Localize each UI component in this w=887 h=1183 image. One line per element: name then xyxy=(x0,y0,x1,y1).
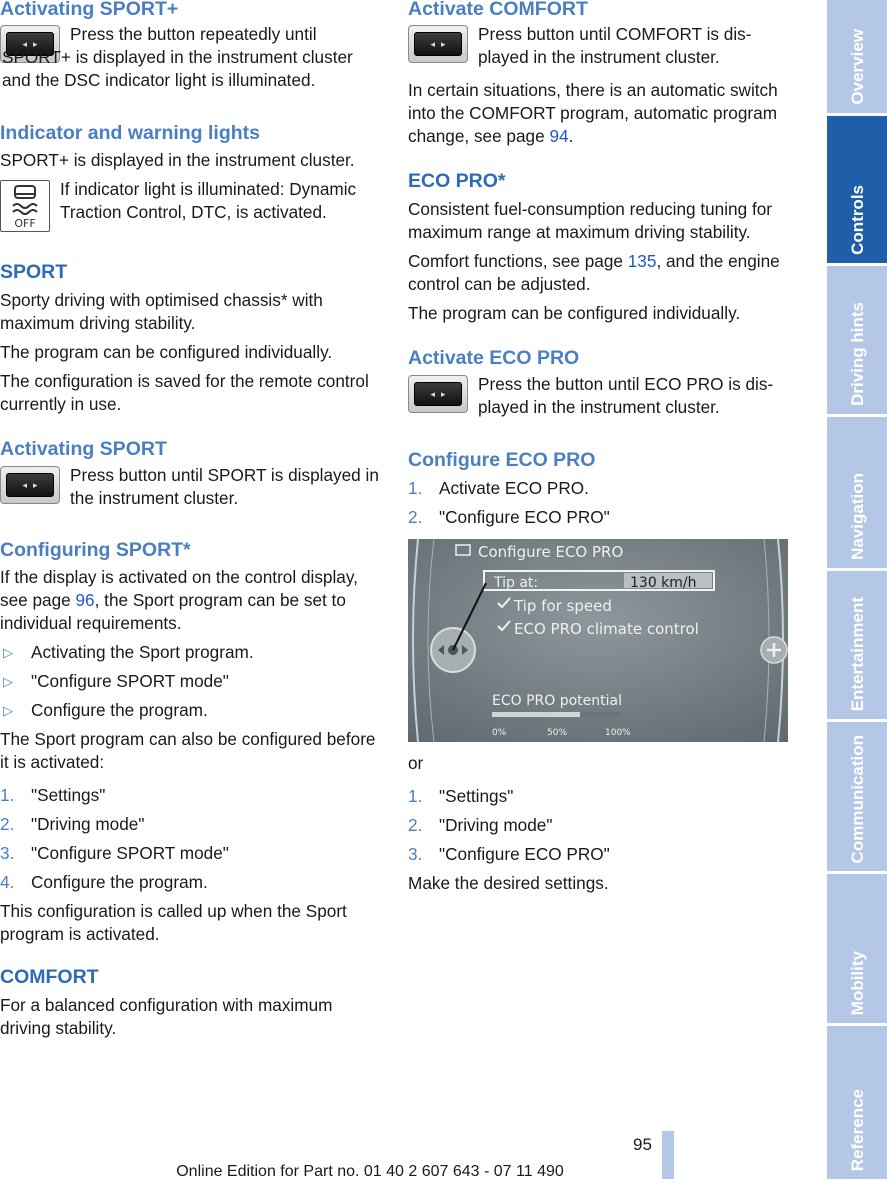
eco-pro-paragraph-2: Comfort functions, see page 135, and the engine control can be adjusted. xyxy=(408,251,780,294)
list-item: 2. "Driving mode" xyxy=(0,814,145,834)
tip-for-speed-option: Tip for speed xyxy=(514,597,612,615)
tab-entertainment[interactable]: Entertainment xyxy=(827,571,887,719)
page-link-94[interactable]: 94 xyxy=(549,126,569,146)
driving-dynamics-switch-icon: ◂ ▸ xyxy=(408,25,468,63)
svg-text:OFF: OFF xyxy=(14,217,36,230)
heading-activate-comfort: Activate COMFORT xyxy=(408,0,588,20)
heading-activating-sport: Activating SPORT xyxy=(0,438,167,460)
eco-potential-label: ECO PRO potential xyxy=(492,693,623,709)
activating-sport-row xyxy=(0,464,381,510)
heading-sport: SPORT xyxy=(0,261,68,283)
triangle-bullet-icon: ▷ xyxy=(3,645,13,660)
left-column xyxy=(0,0,381,1040)
tip-at-label: Tip at: xyxy=(494,575,539,591)
sport-plus-row xyxy=(0,23,381,92)
driving-dynamics-switch-icon: ◂ ▸ xyxy=(0,25,60,63)
heading-configuring-sport: Configuring SPORT* xyxy=(0,539,191,561)
indicator-text: SPORT+ is displayed in the instrument cluster. xyxy=(0,150,355,170)
scale-0: 0% xyxy=(492,728,507,738)
heading-configure-eco-pro: Configure ECO PRO xyxy=(408,449,596,471)
chapter-sidebar xyxy=(827,0,887,1179)
list-item: 1. "Settings" xyxy=(0,785,106,805)
dtc-text: If indicator light is illuminated: Dynamic Traction Control, DTC, is activated. xyxy=(60,179,357,222)
or-text: or xyxy=(408,753,424,773)
list-item: ▷ Activating the Sport program. xyxy=(3,642,254,662)
page-number: 95 xyxy=(633,1135,652,1154)
automatic-switch-paragraph: In certain situations, there is an automatic switch into the COMFORT program, automatic program change, see page 94. xyxy=(408,80,778,146)
eco-climate-option: ECO PRO climate control xyxy=(514,620,699,638)
sport-paragraph-1: Sporty driving with optimised chassis* with maximum driving stability. xyxy=(0,290,323,333)
list-item: 1. "Settings" xyxy=(408,786,514,806)
heading-eco-pro: ECO PRO* xyxy=(408,170,506,192)
tab-communication[interactable]: Communication xyxy=(827,722,887,871)
page-link-135[interactable]: 135 xyxy=(627,251,657,271)
heading-activate-eco-pro: Activate ECO PRO xyxy=(408,347,580,369)
comfort-text: For a balanced configuration with maximum driving stability. xyxy=(0,995,333,1038)
tab-mobility[interactable]: Mobility xyxy=(827,874,887,1023)
tab-overview[interactable]: Overview xyxy=(827,0,887,113)
heading-activating-sport-plus: Activating SPORT+ xyxy=(0,0,179,20)
activate-comfort-row xyxy=(408,23,789,69)
triangle-bullet-icon: ▷ xyxy=(3,703,13,718)
driving-dynamics-switch-icon: ◂ ▸ xyxy=(408,375,468,413)
configuring-sport-paragraph-2: The Sport program can also be configured before it is activated: xyxy=(0,729,376,772)
right-column xyxy=(408,0,789,895)
configuring-sport-bullets xyxy=(0,641,381,722)
tab-controls[interactable]: Controls xyxy=(827,116,887,263)
list-item: 3. "Configure ECO PRO" xyxy=(408,844,610,864)
activate-eco-row xyxy=(408,373,789,419)
screen-title: Configure ECO PRO xyxy=(478,543,624,561)
tab-navigation[interactable]: Navigation xyxy=(827,417,887,568)
driving-dynamics-switch-icon: ◂ ▸ xyxy=(0,466,60,504)
control-display-screenshot xyxy=(408,539,788,742)
scale-50: 50% xyxy=(547,728,568,738)
configure-eco-steps xyxy=(408,477,789,529)
list-item: 1. Activate ECO PRO. xyxy=(408,478,589,498)
page-link-96[interactable]: 96 xyxy=(75,590,95,610)
sport-paragraph-2: The program can be configured individually. xyxy=(0,342,333,362)
heading-indicator-lights: Indicator and warning lights xyxy=(0,122,261,144)
sport-paragraph-3: The configuration is saved for the remote control currently in use. xyxy=(0,371,369,414)
list-item: ▷ Configure the program. xyxy=(3,700,208,720)
list-item: ▷ "Configure SPORT mode" xyxy=(3,671,229,691)
list-item: 3. "Configure SPORT mode" xyxy=(0,843,229,863)
list-item: 2. "Configure ECO PRO" xyxy=(408,507,610,527)
tip-at-value: 130 km/h xyxy=(630,575,697,591)
dtc-row xyxy=(0,178,381,232)
activate-eco-text: Press the button until ECO PRO is displayed in the instrument cluster. xyxy=(478,374,774,417)
tab-reference[interactable]: Reference xyxy=(827,1026,887,1179)
list-item: 4. Configure the program. xyxy=(0,872,208,892)
final-text: Make the desired settings. xyxy=(408,873,609,893)
list-item: 2. "Driving mode" xyxy=(408,815,553,835)
configuring-sport-paragraph-3: This configuration is called up when the Sport program is activated. xyxy=(0,901,347,944)
configure-sport-steps xyxy=(0,784,381,894)
tab-driving-hints[interactable]: Driving hints xyxy=(827,266,887,414)
activate-comfort-text: Press button until COMFORT is displayed in the instrument cluster. xyxy=(478,24,752,67)
heading-comfort: COMFORT xyxy=(0,966,99,988)
triangle-bullet-icon: ▷ xyxy=(3,674,13,689)
activating-sport-text: Press button until SPORT is displayed in the instrument cluster. xyxy=(70,465,379,508)
eco-pro-paragraph-1: Consistent fuel-consumption reducing tuning for maximum range at maximum driving stability. xyxy=(408,199,773,242)
footer-text: Online Edition for Part no. 01 40 2 607 643 - 07 11 490 xyxy=(176,1163,564,1180)
sport-plus-text: Press the button repeatedly until SPORT+ is displayed in the instrument cluster and the DSC indicator light is illuminated. xyxy=(2,24,353,90)
eco-pro-paragraph-3: The program can be configured individually. xyxy=(408,303,741,323)
scale-100: 100% xyxy=(605,728,631,738)
settings-steps xyxy=(408,785,789,866)
configuring-sport-paragraph: If the display is activated on the control display, see page 96, the Sport program can be set to individual requirements. xyxy=(0,567,358,633)
dtc-off-icon xyxy=(0,180,50,232)
